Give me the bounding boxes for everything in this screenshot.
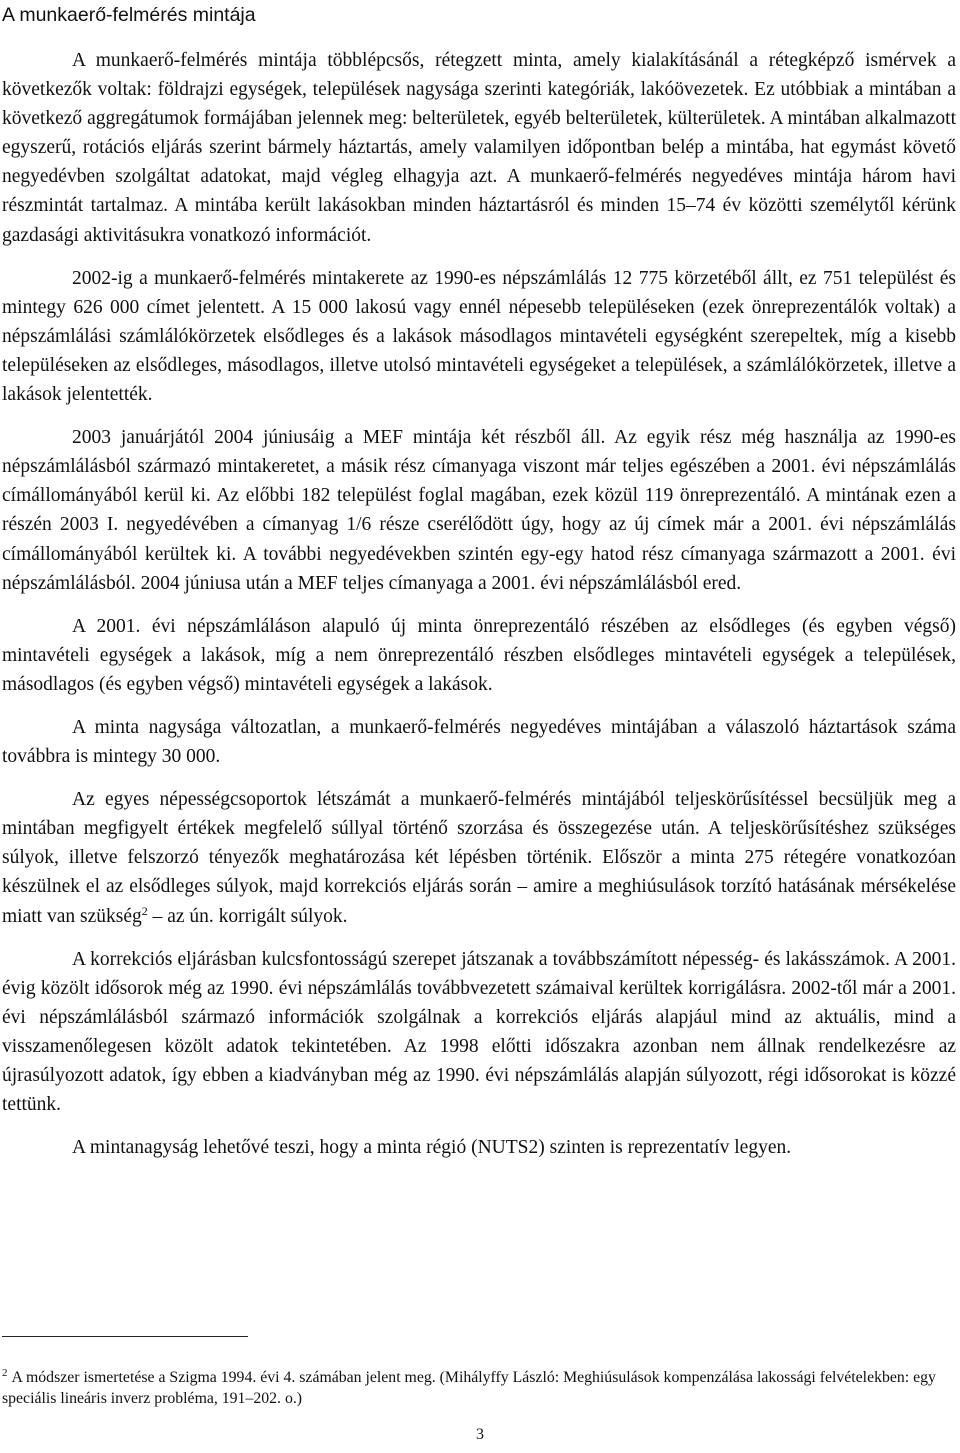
paragraph-correction: A korrekciós eljárásban kulcsfontosságú szerepet játszanak a továbbszámított népesség- és lakásszámok. A 2001. évig közölt idősorok még az 1990. évi népszámlálás továbbvezetett számaival kerültek korrigálásra. 2002-től már a 2001. évi népszámlálásból származó információk szolgálnak a korrekciós eljárás alapjául mind az aktuális, mind a visszamenőlegesen közölt adatok tekintetében. Az 1998 előtti időszakra azonban nem állnak rendelkezésre az újrasúlyozott adatok, így ebben a kiadványban még az 1990. évi népszámlálás alapján súlyozott, régi idősorokat is közzé tettünk. (2, 948, 956, 1116)
paragraph-sample-design: A munkaerő-felmérés mintája többlépcsős, rétegzett minta, amely kialakításánál a rétegképző ismérvek a következők voltak: földrajzi egységek, települések nagysága szerinti kategóriák, lakóövezetek. Ez utóbbiak a mintában a következő aggregátumok formájában jelennek meg: belterületek, egyéb belterületek, külterületek. A mintában alkalmazott egyszerű, rotációs eljárás szerint bármely háztartás, amely valamilyen időpontban belép a mintába, hat egymást követő negyedévben szolgáltat adatokat, majd végleg elhagyja azt. A munkaerő-felmérés negyedéves mintája három havi részmintát tartalmaz. A mintába került lakásokban minden háztartásról és minden 15–74 év közötti személytől kérünk gazdasági aktivitásukra vonatkozó információt. (2, 50, 956, 246)
footnote (2, 1367, 952, 1409)
paragraph-weighting-tail: – az ún. korrigált súlyok. (147, 905, 348, 927)
footnote-mark: 2 (2, 1367, 8, 1379)
paragraph-sample-2003-2004: 2003 januárjától 2004 júniusáig a MEF mintája két részből áll. Az egyik rész még használja az 1990-es népszámlálásból származó mintakeretet, a másik rész címanyaga viszont már teljes egészében a 2001. évi népszámlálás címállományából kerül ki. Az előbbi 182 települést foglal magában, ezek közül 119 önreprezentáló. A mintának ezen a részén 2003 I. negyedévében a címanyag 1/6 része cserélődött úgy, hogy az új címek már a 2001. évi népszámlálás címállományából kerültek ki. A további negyedévekben szintén egy-egy hatod rész címanyaga származott a 2001. évi népszámlálásból. 2004 júniusa után a MEF teljes címanyaga a 2001. évi népszámlálásból ered. (2, 427, 956, 594)
section-heading: A munkaerő-felmérés mintája (2, 4, 256, 26)
footnote-separator (2, 1336, 248, 1337)
paragraph-sampling-frame-2002: 2002-ig a munkaerő-felmérés mintakerete az 1990-es népszámlálás 12 775 körzetéből állt, ez 751 települést és mintegy 626 000 címet jelentett. A 15 000 lakosú vagy ennél népesebb településeken (ezek önreprezentálók voltak) a népszámlálási számlálókörzetek elsődleges és a lakások másodlagos mintavételi egységként szerepeltek, míg a kisebb településeken az elsődleges, másodlagos, illetve utolsó mintavételi egységeket a települések, a számlálókörzetek, illetve a lakások jelentették. (2, 267, 956, 406)
paragraph-weighting-text: Az egyes népességcsoportok létszámát a munkaerő-felmérés mintájából teljeskörűsítéssel becsüljük meg a mintában megfigyelt értékek megfelelő súllyal történő szorzása és összegezése után. A teljeskörűsítéshez szükséges súlyok, illetve felszorzó tényezők meghatározása két lépésben történik. Először a minta 275 rétegére vonatkozóan készülnek el az elsődleges súlyok, majd korrekciós eljárás során – amire a meghiúsulások torzító hatásának mérsékelése miatt van szükség (2, 789, 956, 927)
paragraph-weighting (2, 785, 956, 930)
footnote-reference[interactable]: 2 (141, 903, 148, 918)
page-number: 3 (476, 1426, 484, 1443)
paragraph-regional-representativeness: A mintanagyság lehetővé teszi, hogy a minta régió (NUTS2) szinten is reprezentatív legyen. (72, 1137, 792, 1159)
paragraph-sample-size: A minta nagysága változatlan, a munkaerő-felmérés negyedéves mintájában a válaszoló háztartások száma továbbra is mintegy 30 000. (2, 716, 956, 768)
paragraph-new-sample-2001: A 2001. évi népszámláláson alapuló új minta önreprezentáló részében az elsődleges (és egyben végső) mintavételi egységek a lakások, míg a nem önreprezentáló részben elsődleges mintavételi egységek a települések, másodlagos (és egyben végső) mintavételi egységek a lakások. (2, 615, 956, 695)
footnote-text: A módszer ismertetése a Szigma 1994. évi 4. számában jelent meg. (Mihályffy László: Meghiúsulások kompenzálása lakossági felvételekben: egy speciális lineáris inverz probléma, 191–202. o.) (2, 1369, 936, 1407)
